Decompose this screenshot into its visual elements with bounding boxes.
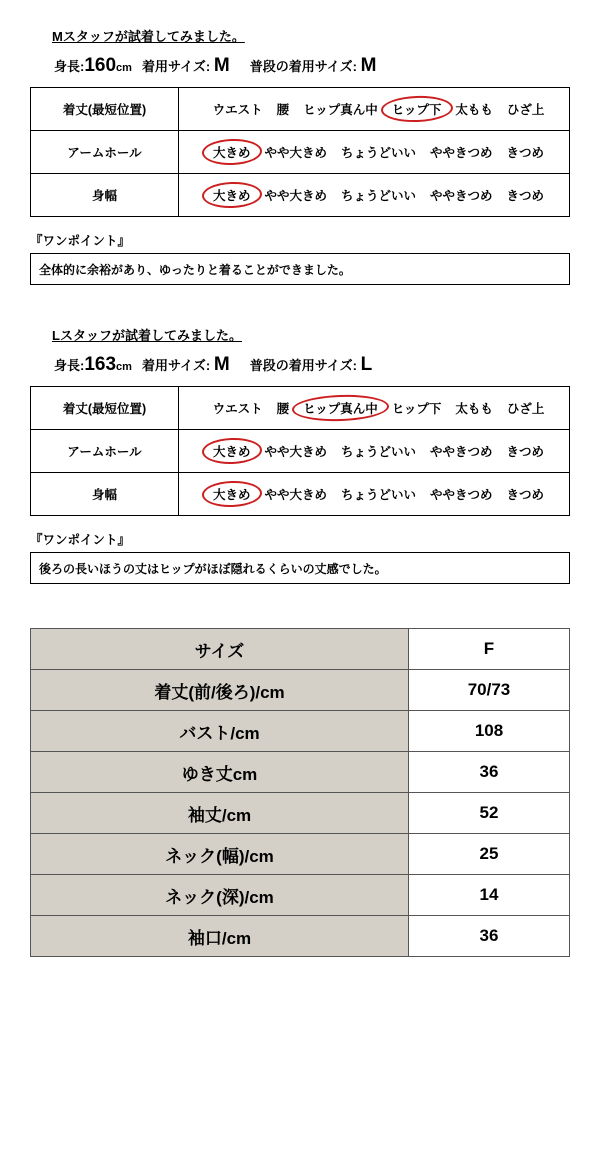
staff-section-title: Lスタッフが試着してみました。 bbox=[52, 328, 242, 343]
onepoint-title: 『ワンポイント』 bbox=[30, 234, 131, 248]
size-row-name: バスト/cm bbox=[31, 711, 409, 752]
fit-option[interactable]: きつめ bbox=[506, 146, 545, 160]
staff-fit-section-m bbox=[30, 26, 570, 285]
usual-size-label: 普段の着用サイズ: bbox=[249, 358, 357, 373]
fit-option[interactable]: ウエスト bbox=[212, 103, 263, 117]
height-unit: cm bbox=[116, 62, 132, 74]
fit-option[interactable]: ちょうどいい bbox=[340, 488, 416, 502]
fit-option[interactable]: ややきつめ bbox=[430, 488, 493, 502]
height-label: 身長: bbox=[54, 358, 85, 373]
fit-option[interactable]: 腰 bbox=[276, 103, 290, 117]
table-row bbox=[31, 916, 570, 957]
height-label: 身長: bbox=[54, 59, 85, 74]
worn-size-label: 着用サイズ: bbox=[141, 358, 211, 373]
fit-option[interactable]: 腰 bbox=[276, 402, 290, 416]
size-row-value: 36 bbox=[409, 752, 570, 793]
staff-measurements bbox=[54, 354, 570, 376]
table-row bbox=[31, 670, 570, 711]
worn-size-label: 着用サイズ: bbox=[141, 59, 211, 74]
fit-row-label: 身幅 bbox=[31, 473, 179, 516]
size-row-name: 袖丈/cm bbox=[31, 793, 409, 834]
size-row-value: 52 bbox=[409, 793, 570, 834]
usual-size-value: M bbox=[360, 55, 377, 76]
worn-size-value: M bbox=[213, 55, 230, 76]
size-row-name: 着丈(前/後ろ)/cm bbox=[31, 670, 409, 711]
table-row bbox=[31, 834, 570, 875]
fit-option[interactable]: きつめ bbox=[506, 445, 545, 459]
height-value: 163 bbox=[84, 354, 117, 375]
table-row bbox=[31, 875, 570, 916]
fit-row-label: 着丈(最短位置) bbox=[31, 387, 179, 430]
fit-row-label: 身幅 bbox=[31, 174, 179, 217]
fit-row-label: 着丈(最短位置) bbox=[31, 88, 179, 131]
fit-option[interactable]: ヒップ下 bbox=[391, 402, 442, 416]
usual-size-value: L bbox=[360, 354, 373, 375]
fit-option[interactable]: 太もも bbox=[455, 402, 493, 416]
fit-row-label: アームホール bbox=[31, 131, 179, 174]
size-row-value: 70/73 bbox=[409, 670, 570, 711]
fit-option-selected[interactable]: 大きめ bbox=[209, 143, 255, 161]
fit-option[interactable]: ちょうどいい bbox=[340, 146, 416, 160]
size-row-name: ネック(幅)/cm bbox=[31, 834, 409, 875]
table-row bbox=[31, 752, 570, 793]
fit-option-selected[interactable]: 大きめ bbox=[209, 186, 255, 204]
size-row-value: 14 bbox=[409, 875, 570, 916]
fit-option[interactable]: ちょうどいい bbox=[340, 189, 416, 203]
table-row bbox=[31, 88, 570, 131]
fit-option[interactable]: ちょうどいい bbox=[340, 445, 416, 459]
size-chart-table bbox=[30, 628, 570, 957]
fit-row-label: アームホール bbox=[31, 430, 179, 473]
table-row bbox=[31, 793, 570, 834]
fit-option[interactable]: ヒップ真ん中 bbox=[303, 103, 378, 117]
table-row bbox=[31, 711, 570, 752]
fit-option[interactable]: ややきつめ bbox=[430, 189, 493, 203]
staff-section-title: Mスタッフが試着してみました。 bbox=[52, 29, 245, 44]
fit-option[interactable]: きつめ bbox=[506, 189, 545, 203]
size-row-value: 36 bbox=[409, 916, 570, 957]
fit-option-selected[interactable]: 大きめ bbox=[209, 485, 255, 503]
table-row bbox=[31, 430, 570, 473]
fit-row-options bbox=[179, 131, 570, 174]
onepoint-title: 『ワンポイント』 bbox=[30, 533, 131, 547]
size-row-name: ゆき丈cm bbox=[31, 752, 409, 793]
fit-option[interactable]: ひざ上 bbox=[506, 402, 545, 416]
fit-option[interactable]: やや大きめ bbox=[264, 445, 327, 459]
size-header-name: サイズ bbox=[31, 629, 409, 670]
fit-option-selected[interactable]: 大きめ bbox=[209, 442, 255, 460]
fit-option[interactable]: やや大きめ bbox=[264, 146, 327, 160]
table-row bbox=[31, 131, 570, 174]
size-header-value: F bbox=[409, 629, 570, 670]
staff-measurements bbox=[54, 55, 570, 77]
size-row-value: 108 bbox=[409, 711, 570, 752]
staff-fit-section-l bbox=[30, 325, 570, 584]
fit-option[interactable]: ひざ上 bbox=[506, 103, 545, 117]
usual-size-label: 普段の着用サイズ: bbox=[249, 59, 357, 74]
table-row bbox=[31, 174, 570, 217]
table-row bbox=[31, 473, 570, 516]
fit-option[interactable]: やや大きめ bbox=[264, 189, 327, 203]
fit-option[interactable]: きつめ bbox=[506, 488, 545, 502]
fit-row-options bbox=[179, 174, 570, 217]
height-value: 160 bbox=[84, 55, 117, 76]
fit-option[interactable]: 太もも bbox=[455, 103, 493, 117]
table-header-row bbox=[31, 629, 570, 670]
fit-option[interactable]: やや大きめ bbox=[264, 488, 327, 502]
worn-size-value: M bbox=[213, 354, 230, 375]
fit-table bbox=[30, 386, 570, 516]
onepoint-text: 全体的に余裕があり、ゆったりと着ることができました。 bbox=[30, 253, 570, 285]
size-row-name: ネック(深)/cm bbox=[31, 875, 409, 916]
size-row-name: 袖口/cm bbox=[31, 916, 409, 957]
fit-option-selected[interactable]: ヒップ下 bbox=[388, 100, 446, 118]
fit-row-options bbox=[179, 430, 570, 473]
fit-option-selected[interactable]: ヒップ真ん中 bbox=[299, 399, 382, 417]
onepoint-text: 後ろの長いほうの丈はヒップがほぼ隠れるくらいの丈感でした。 bbox=[30, 552, 570, 584]
table-row bbox=[31, 387, 570, 430]
size-row-value: 25 bbox=[409, 834, 570, 875]
height-unit: cm bbox=[116, 361, 132, 373]
fit-row-options bbox=[179, 88, 570, 131]
fit-option[interactable]: ウエスト bbox=[212, 402, 263, 416]
fit-option[interactable]: ややきつめ bbox=[430, 146, 493, 160]
fit-option[interactable]: ややきつめ bbox=[430, 445, 493, 459]
fit-row-options bbox=[179, 473, 570, 516]
fit-row-options bbox=[179, 387, 570, 430]
fit-table bbox=[30, 87, 570, 217]
